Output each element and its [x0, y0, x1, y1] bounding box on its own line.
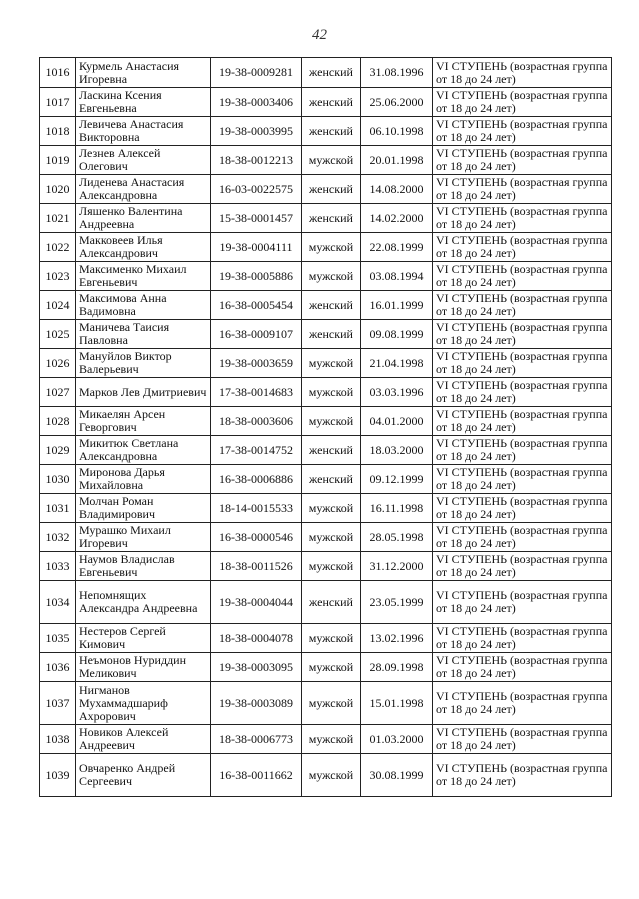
- level-cell: VI СТУПЕНЬ (возрастная группа от 18 до 24 лет): [433, 494, 612, 523]
- row-number-cell: 1039: [40, 754, 76, 797]
- level-cell: VI СТУПЕНЬ (возрастная группа от 18 до 24 лет): [433, 58, 612, 88]
- table-row: [40, 233, 612, 262]
- birth-date-cell: 13.02.1996: [361, 624, 433, 653]
- participant-name-cell: Максимова Анна Вадимовна: [76, 291, 211, 320]
- participant-id-cell: 16-38-0006886: [211, 465, 302, 494]
- participant-name-cell: Нестеров Сергей Кимович: [76, 624, 211, 653]
- participant-name-cell: Лезнев Алексей Олегович: [76, 146, 211, 175]
- gender-cell: женский: [302, 320, 361, 349]
- row-number-cell: 1020: [40, 175, 76, 204]
- participant-id-cell: 19-38-0004111: [211, 233, 302, 262]
- row-number-cell: 1017: [40, 88, 76, 117]
- participant-name-cell: Непомнящих Александра Андреевна: [76, 581, 211, 624]
- birth-date-cell: 31.12.2000: [361, 552, 433, 581]
- participant-name-cell: Ласкина Ксения Евгеньевна: [76, 88, 211, 117]
- birth-date-cell: 14.08.2000: [361, 175, 433, 204]
- participant-id-cell: 19-38-0009281: [211, 58, 302, 88]
- birth-date-cell: 06.10.1998: [361, 117, 433, 146]
- table-row: [40, 291, 612, 320]
- participant-name-cell: Молчан Роман Владимирович: [76, 494, 211, 523]
- birth-date-cell: 18.03.2000: [361, 436, 433, 465]
- table-row: [40, 146, 612, 175]
- table-row: [40, 349, 612, 378]
- level-cell: VI СТУПЕНЬ (возрастная группа от 18 до 24 лет): [433, 378, 612, 407]
- participant-name-cell: Максименко Михаил Евгеньевич: [76, 262, 211, 291]
- participant-id-cell: 18-38-0011526: [211, 552, 302, 581]
- level-cell: VI СТУПЕНЬ (возрастная группа от 18 до 24 лет): [433, 523, 612, 552]
- level-cell: VI СТУПЕНЬ (возрастная группа от 18 до 24 лет): [433, 407, 612, 436]
- gender-cell: женский: [302, 117, 361, 146]
- table-row: [40, 581, 612, 624]
- birth-date-cell: 03.03.1996: [361, 378, 433, 407]
- participant-name-cell: Ляшенко Валентина Андреевна: [76, 204, 211, 233]
- participant-id-cell: 18-38-0003606: [211, 407, 302, 436]
- birth-date-cell: 28.09.1998: [361, 653, 433, 682]
- table-row: [40, 494, 612, 523]
- table-row: [40, 204, 612, 233]
- birth-date-cell: 28.05.1998: [361, 523, 433, 552]
- participant-name-cell: Неъмонов Нуриддин Меликович: [76, 653, 211, 682]
- row-number-cell: 1018: [40, 117, 76, 146]
- participant-name-cell: Миронова Дарья Михайловна: [76, 465, 211, 494]
- participant-id-cell: 19-38-0003095: [211, 653, 302, 682]
- participant-id-cell: 16-38-0000546: [211, 523, 302, 552]
- participant-name-cell: Новиков Алексей Андреевич: [76, 725, 211, 754]
- birth-date-cell: 21.04.1998: [361, 349, 433, 378]
- row-number-cell: 1016: [40, 58, 76, 88]
- gender-cell: женский: [302, 465, 361, 494]
- gender-cell: мужской: [302, 349, 361, 378]
- gender-cell: мужской: [302, 725, 361, 754]
- gender-cell: мужской: [302, 262, 361, 291]
- participant-id-cell: 19-38-0003089: [211, 682, 302, 725]
- table-row: [40, 88, 612, 117]
- table-row: [40, 320, 612, 349]
- participant-name-cell: Марков Лев Дмитриевич: [76, 378, 211, 407]
- gender-cell: мужской: [302, 523, 361, 552]
- birth-date-cell: 23.05.1999: [361, 581, 433, 624]
- participant-name-cell: Наумов Владислав Евгеньевич: [76, 552, 211, 581]
- participant-id-cell: 15-38-0001457: [211, 204, 302, 233]
- level-cell: VI СТУПЕНЬ (возрастная группа от 18 до 24 лет): [433, 117, 612, 146]
- level-cell: VI СТУПЕНЬ (возрастная группа от 18 до 24 лет): [433, 581, 612, 624]
- level-cell: VI СТУПЕНЬ (возрастная группа от 18 до 24 лет): [433, 175, 612, 204]
- gender-cell: мужской: [302, 407, 361, 436]
- gender-cell: женский: [302, 175, 361, 204]
- participant-id-cell: 19-38-0005886: [211, 262, 302, 291]
- row-number-cell: 1024: [40, 291, 76, 320]
- row-number-cell: 1019: [40, 146, 76, 175]
- level-cell: VI СТУПЕНЬ (возрастная группа от 18 до 24 лет): [433, 88, 612, 117]
- gender-cell: мужской: [302, 378, 361, 407]
- participant-name-cell: Нигманов Мухаммадшариф Ахрорович: [76, 682, 211, 725]
- row-number-cell: 1038: [40, 725, 76, 754]
- participant-id-cell: 19-38-0003995: [211, 117, 302, 146]
- table-row: [40, 552, 612, 581]
- birth-date-cell: 31.08.1996: [361, 58, 433, 88]
- birth-date-cell: 16.11.1998: [361, 494, 433, 523]
- row-number-cell: 1025: [40, 320, 76, 349]
- page-number: 42: [312, 27, 327, 43]
- table-row: [40, 436, 612, 465]
- row-number-cell: 1034: [40, 581, 76, 624]
- row-number-cell: 1032: [40, 523, 76, 552]
- level-cell: VI СТУПЕНЬ (возрастная группа от 18 до 24 лет): [433, 204, 612, 233]
- participant-name-cell: Макковеев Илья Александрович: [76, 233, 211, 262]
- row-number-cell: 1035: [40, 624, 76, 653]
- participant-id-cell: 19-38-0003406: [211, 88, 302, 117]
- row-number-cell: 1036: [40, 653, 76, 682]
- table-row: [40, 754, 612, 797]
- birth-date-cell: 30.08.1999: [361, 754, 433, 797]
- gender-cell: женский: [302, 88, 361, 117]
- birth-date-cell: 09.12.1999: [361, 465, 433, 494]
- level-cell: VI СТУПЕНЬ (возрастная группа от 18 до 24 лет): [433, 653, 612, 682]
- level-cell: VI СТУПЕНЬ (возрастная группа от 18 до 24 лет): [433, 552, 612, 581]
- birth-date-cell: 04.01.2000: [361, 407, 433, 436]
- table-row: [40, 682, 612, 725]
- participant-id-cell: 18-14-0015533: [211, 494, 302, 523]
- level-cell: VI СТУПЕНЬ (возрастная группа от 18 до 24 лет): [433, 320, 612, 349]
- participant-id-cell: 17-38-0014752: [211, 436, 302, 465]
- participant-name-cell: Микаелян Арсен Геворгович: [76, 407, 211, 436]
- participants-table-body: [40, 58, 612, 797]
- participant-name-cell: Левичева Анастасия Викторовна: [76, 117, 211, 146]
- level-cell: VI СТУПЕНЬ (возрастная группа от 18 до 24 лет): [433, 436, 612, 465]
- gender-cell: женский: [302, 581, 361, 624]
- participant-id-cell: 18-38-0004078: [211, 624, 302, 653]
- birth-date-cell: 09.08.1999: [361, 320, 433, 349]
- row-number-cell: 1031: [40, 494, 76, 523]
- participant-id-cell: 19-38-0004044: [211, 581, 302, 624]
- gender-cell: женский: [302, 291, 361, 320]
- gender-cell: мужской: [302, 233, 361, 262]
- level-cell: VI СТУПЕНЬ (возрастная группа от 18 до 24 лет): [433, 146, 612, 175]
- level-cell: VI СТУПЕНЬ (возрастная группа от 18 до 24 лет): [433, 725, 612, 754]
- participant-name-cell: Микитюк Светлана Александровна: [76, 436, 211, 465]
- gender-cell: мужской: [302, 653, 361, 682]
- level-cell: VI СТУПЕНЬ (возрастная группа от 18 до 24 лет): [433, 754, 612, 797]
- participant-name-cell: Мурашко Михаил Игоревич: [76, 523, 211, 552]
- birth-date-cell: 25.06.2000: [361, 88, 433, 117]
- row-number-cell: 1037: [40, 682, 76, 725]
- row-number-cell: 1022: [40, 233, 76, 262]
- gender-cell: мужской: [302, 494, 361, 523]
- gender-cell: мужской: [302, 682, 361, 725]
- participant-id-cell: 16-38-0005454: [211, 291, 302, 320]
- birth-date-cell: 16.01.1999: [361, 291, 433, 320]
- row-number-cell: 1030: [40, 465, 76, 494]
- participant-id-cell: 16-38-0011662: [211, 754, 302, 797]
- birth-date-cell: 15.01.1998: [361, 682, 433, 725]
- table-row: [40, 523, 612, 552]
- gender-cell: мужской: [302, 146, 361, 175]
- participant-name-cell: Мануйлов Виктор Валерьевич: [76, 349, 211, 378]
- level-cell: VI СТУПЕНЬ (возрастная группа от 18 до 24 лет): [433, 291, 612, 320]
- row-number-cell: 1023: [40, 262, 76, 291]
- row-number-cell: 1027: [40, 378, 76, 407]
- birth-date-cell: 14.02.2000: [361, 204, 433, 233]
- gender-cell: женский: [302, 58, 361, 88]
- table-row: [40, 175, 612, 204]
- participant-id-cell: 16-38-0009107: [211, 320, 302, 349]
- gender-cell: мужской: [302, 624, 361, 653]
- level-cell: VI СТУПЕНЬ (возрастная группа от 18 до 24 лет): [433, 233, 612, 262]
- participant-name-cell: Маничева Таисия Павловна: [76, 320, 211, 349]
- participant-id-cell: 18-38-0006773: [211, 725, 302, 754]
- table-row: [40, 58, 612, 88]
- birth-date-cell: 20.01.1998: [361, 146, 433, 175]
- row-number-cell: 1021: [40, 204, 76, 233]
- participants-table: [39, 57, 612, 797]
- table-row: [40, 117, 612, 146]
- birth-date-cell: 01.03.2000: [361, 725, 433, 754]
- table-row: [40, 262, 612, 291]
- gender-cell: мужской: [302, 754, 361, 797]
- participant-name-cell: Овчаренко Андрей Сергеевич: [76, 754, 211, 797]
- gender-cell: мужской: [302, 552, 361, 581]
- table-row: [40, 653, 612, 682]
- row-number-cell: 1033: [40, 552, 76, 581]
- participant-id-cell: 19-38-0003659: [211, 349, 302, 378]
- table-row: [40, 624, 612, 653]
- table-row: [40, 378, 612, 407]
- participant-id-cell: 16-03-0022575: [211, 175, 302, 204]
- row-number-cell: 1029: [40, 436, 76, 465]
- participant-name-cell: Лиденева Анастасия Александровна: [76, 175, 211, 204]
- participant-id-cell: 18-38-0012213: [211, 146, 302, 175]
- row-number-cell: 1028: [40, 407, 76, 436]
- birth-date-cell: 03.08.1994: [361, 262, 433, 291]
- table-row: [40, 407, 612, 436]
- level-cell: VI СТУПЕНЬ (возрастная группа от 18 до 24 лет): [433, 262, 612, 291]
- participant-name-cell: Курмель Анастасия Игоревна: [76, 58, 211, 88]
- level-cell: VI СТУПЕНЬ (возрастная группа от 18 до 24 лет): [433, 465, 612, 494]
- birth-date-cell: 22.08.1999: [361, 233, 433, 262]
- gender-cell: женский: [302, 204, 361, 233]
- row-number-cell: 1026: [40, 349, 76, 378]
- participant-id-cell: 17-38-0014683: [211, 378, 302, 407]
- level-cell: VI СТУПЕНЬ (возрастная группа от 18 до 24 лет): [433, 682, 612, 725]
- gender-cell: женский: [302, 436, 361, 465]
- table-row: [40, 725, 612, 754]
- level-cell: VI СТУПЕНЬ (возрастная группа от 18 до 24 лет): [433, 624, 612, 653]
- table-row: [40, 465, 612, 494]
- level-cell: VI СТУПЕНЬ (возрастная группа от 18 до 24 лет): [433, 349, 612, 378]
